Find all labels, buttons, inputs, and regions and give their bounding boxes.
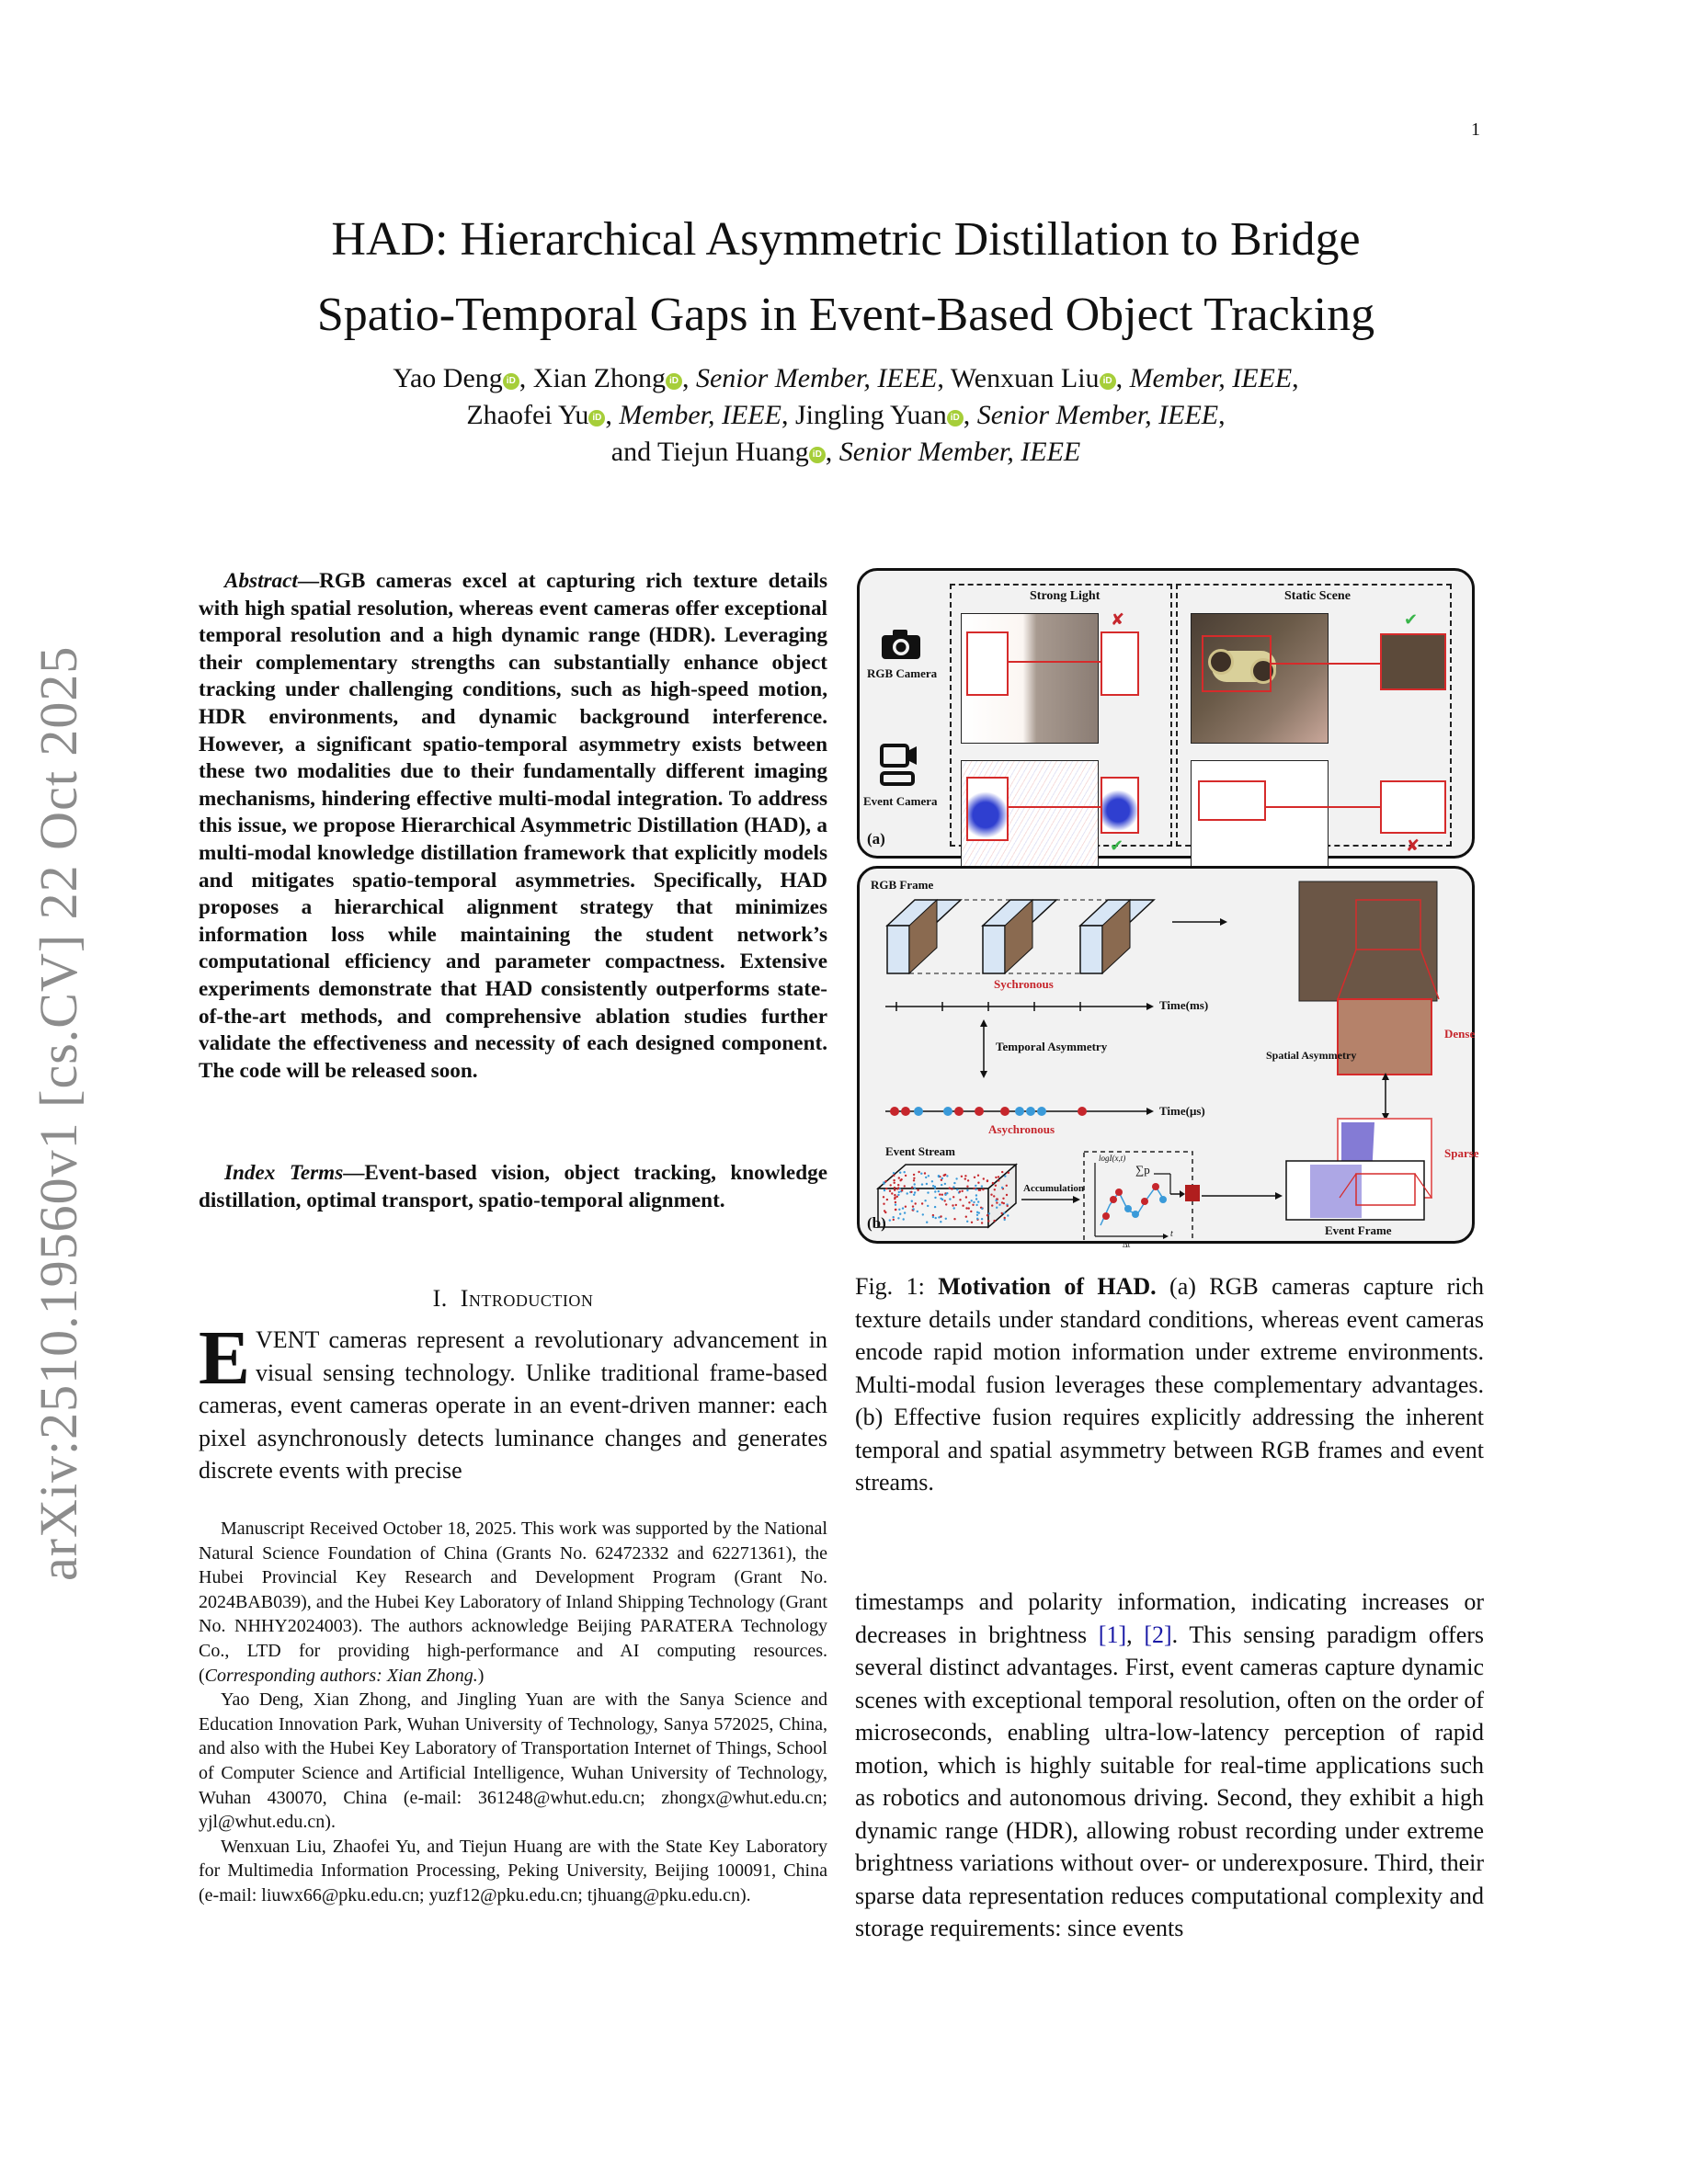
author-name: Jingling Yuan <box>794 400 947 430</box>
static-scene-label: Static Scene <box>1284 589 1351 603</box>
citation-1[interactable]: [1] <box>1098 1621 1127 1648</box>
page-number: 1 <box>1471 119 1480 140</box>
synchronous-label: Sychronous <box>994 977 1054 991</box>
author-name: Tiejun Huang <box>657 437 809 467</box>
camera-icon <box>880 628 922 661</box>
footnotes <box>199 1517 827 1908</box>
event-dot <box>1078 1107 1087 1116</box>
log-intensity-label: logI(x,t) <box>1099 1154 1126 1163</box>
t-axis-label: t <box>1170 1229 1173 1239</box>
caption-title: Motivation of HAD. <box>938 1273 1157 1300</box>
crop-box <box>1380 780 1446 834</box>
caption-text: (a) RGB cameras capture rich texture details under standard conditions, whereas event cameras encode rapid motion information under extreme environments. Multi-modal fusion leverages these complementary advantages. (b) Effective fusion requires explicitly addressing the inherent temporal and spatial asymmetry between RGB frames and event streams. <box>855 1273 1484 1496</box>
author-membership: Member, IEEE <box>619 400 781 430</box>
author-name: Xian Zhong <box>532 363 666 393</box>
target-box <box>1198 780 1266 821</box>
body-text: timestamps and polarity information, indicating increases or decreases in brightness <box>855 1588 1484 1648</box>
event-dot <box>1015 1107 1024 1116</box>
section-heading <box>199 1285 827 1313</box>
orcid-icon[interactable]: iD <box>809 447 826 463</box>
event-dot <box>954 1107 964 1116</box>
spatial-asymmetry-label: Spatial Asymmetry <box>1266 1049 1357 1062</box>
crop-box <box>1101 631 1139 696</box>
abstract-dash: — <box>297 569 320 593</box>
strong-light-label: Strong Light <box>1030 589 1101 603</box>
footnote-tail: ) <box>477 1665 485 1686</box>
target-box <box>966 777 1009 841</box>
drop-cap: E <box>199 1315 251 1401</box>
delta-t-label: Δt <box>1123 1240 1131 1249</box>
target-box <box>1202 635 1272 692</box>
time-ms-label: Time(ms) <box>1159 998 1209 1012</box>
video-camera-icon <box>880 744 920 790</box>
orcid-icon[interactable]: iD <box>666 373 682 390</box>
event-camera-label: Event Camera <box>863 794 938 808</box>
footnote-affiliation-pku: Wenxuan Liu, Zhaofei Yu, and Tiejun Huang are with the State Key Laboratory for Multimedia Information Processing, Peking University, Beijing 100091, China (e-mail: liuwx66@pku.edu.cn; yuzf12@pku.edu.cn; tjhuang@pku.edu.cn). <box>199 1836 827 1905</box>
footnote-affiliation-whut: Yao Deng, Xian Zhong, and Jingling Yuan are with the Sanya Science and Education Innovation Park, Wuhan University of Technology, Sanya 572025, China, and also with the Hubei Key Laboratory of Transportation Internet of Things, School of Computer Science and Artificial Intelligence, Wuhan University of Technology, Wuhan 430070, China (e-mail: 361248@whut.edu.cn; zhongx@whut.edu.cn; yjl@whut.edu.cn). <box>199 1689 827 1833</box>
index-terms <box>199 1160 827 1214</box>
connector-line <box>1007 661 1101 663</box>
crop-box <box>1101 777 1139 834</box>
author-membership: Member, IEEE <box>1129 363 1293 393</box>
abstract <box>199 568 827 1085</box>
event-frame-cell <box>1185 1185 1200 1201</box>
orcid-icon[interactable]: iD <box>947 410 964 427</box>
panel-b-diagram <box>860 869 1477 1241</box>
index-terms-text: Event-based vision, object tracking, knowledge distillation, optimal transport, spatio-temporal alignment. <box>199 1161 827 1212</box>
target-box <box>966 631 1009 696</box>
title-line-2: Spatio-Temporal Gaps in Event-Based Object Tracking <box>316 289 1375 341</box>
temporal-asymmetry-label: Temporal Asymmetry <box>996 1040 1108 1053</box>
sum-label: ∑p <box>1135 1163 1150 1177</box>
cross-icon: ✘ <box>1406 836 1420 856</box>
footnote-funding <box>199 1517 827 1688</box>
figure-panel-b <box>857 866 1479 1249</box>
figure-caption <box>855 1270 1484 1499</box>
index-terms-dash: — <box>343 1161 365 1185</box>
footnote-text: Manuscript Received October 18, 2025. This work was supported by the National Natural Science Foundation of China (Grants No. 62472332 and 62271361), the Hubei Provincial Key Research and Development Program (Grant No. 2024BAB039), and the Hubei Key Laboratory of Inland Shipping Technology (Grant No. NHHY2024003). The authors acknowledge Beijing PARATERA Technology Co., LTD for providing high-performance and AI computing resources. ( <box>199 1519 827 1686</box>
author-list: Yao Deng iD , Xian Zhong iD , Senior Member, IEEE, Wenxuan Liu iD , Member, IEEE, Zhaofei Yu iD , Member, IEEE, Jingling Yuan iD , Senior Member, IEEE, and Tiejun Huang iD , Senior Member, IEEE <box>393 363 1299 467</box>
intro-paragraph <box>199 1315 827 1487</box>
figure-panel-a <box>857 568 1475 859</box>
author-name: Zhaofei Yu <box>466 400 589 430</box>
arxiv-stamp: arXiv:2510.19560v1 [cs.CV] 22 Oct 2025 <box>29 645 88 1581</box>
connector-line <box>1007 806 1101 808</box>
sparse-label: Sparse <box>1444 1146 1479 1160</box>
connector-line <box>1264 806 1380 808</box>
connector-line <box>1270 663 1380 665</box>
body-text: , <box>1126 1621 1145 1648</box>
time-us-label: Time(μs) <box>1159 1104 1205 1118</box>
check-icon: ✔ <box>1404 610 1419 630</box>
body-text: . This sensing paradigm offers several distinct advantages. First, event cameras capture dynamic scenes with exceptional temporal resolution, often on the order of microseconds, enabling ultra-low-latency perception of rapid motion, which is highly suitable for real-time applications such as robotics and autonomous driving. Second, they exhibit a high dynamic range (HDR), allowing robust recording under extreme brightness variations without over- or underexposure. Third, their sparse data representation reduces computational complexity and storage requirements: since events <box>855 1621 1485 1941</box>
cross-icon: ✘ <box>1111 610 1125 630</box>
accumulation-label: Accumulation <box>1023 1183 1084 1194</box>
orcid-icon[interactable]: iD <box>588 410 605 427</box>
orcid-icon[interactable]: iD <box>1100 373 1116 390</box>
event-frame-label: Event Frame <box>1325 1223 1392 1237</box>
rgb-frame-stack <box>887 900 1154 973</box>
event-dot <box>901 1107 910 1116</box>
rgb-camera-label: RGB Camera <box>867 666 938 680</box>
intro-text: VENT cameras represent a revolutionary advancement in visual sensing technology. Unlike traditional frame-based cameras, event cameras operate in an event-driven manner: each pixel asynchronously detects luminance changes and generates discrete events with precise <box>199 1326 827 1484</box>
title-line-1: HAD: Hierarchical Asymmetric Distillation to Bridge <box>331 213 1361 266</box>
asynchronous-label: Asychronous <box>988 1122 1055 1136</box>
event-dot <box>1037 1107 1046 1116</box>
abstract-label: Abstract <box>224 569 298 593</box>
panel-a-label: (a) <box>867 830 885 847</box>
figure-1 <box>857 568 1479 1249</box>
caption-prefix: Fig. 1: <box>855 1273 939 1300</box>
event-dot <box>943 1107 952 1116</box>
dense-label: Dense <box>1444 1027 1476 1041</box>
event-stream-cube <box>878 1165 1016 1227</box>
corresponding-authors: Corresponding authors: Xian Zhong. <box>204 1665 478 1686</box>
crop-box <box>1380 633 1446 690</box>
event-dot <box>1000 1107 1009 1116</box>
citation-2[interactable]: [2] <box>1144 1621 1172 1648</box>
event-dot <box>890 1107 899 1116</box>
index-terms-label: Index Terms <box>224 1161 344 1185</box>
author-membership: Senior Member, IEEE <box>976 400 1219 430</box>
paper-title <box>221 202 1471 353</box>
orcid-icon[interactable]: iD <box>503 373 519 390</box>
author-conjunction: and <box>610 437 658 467</box>
author-name: Yao Deng <box>393 363 503 393</box>
body-paragraph-right <box>855 1586 1484 1945</box>
check-icon: ✔ <box>1110 836 1124 856</box>
author-membership: Senior Member, IEEE <box>838 437 1081 467</box>
panel-b-label: (b) <box>867 1214 886 1232</box>
event-dot <box>914 1107 923 1116</box>
event-dot <box>1026 1107 1035 1116</box>
event-dot <box>975 1107 984 1116</box>
rgb-frame-label: RGB Frame <box>871 878 934 892</box>
section-title: Introduction <box>460 1285 594 1312</box>
author-name: Wenxuan Liu <box>950 363 1100 393</box>
section-number: I. <box>432 1285 448 1312</box>
dense-crop <box>1338 999 1431 1075</box>
event-stream-label: Event Stream <box>885 1144 955 1158</box>
author-membership: Senior Member, IEEE <box>695 363 938 393</box>
abstract-text: RGB cameras excel at capturing rich texture details with high spatial resolution, whereas event cameras offer exceptional temporal resolution and a high dynamic range (HDR). Leveraging their complementary strengths can substantially enhance object tracking under challenging conditions, such as high-speed motion, HDR environments, and dynamic background interference. However, a significant spatio-temporal asymmetry exists between these two modalities due to their fundamentally different imaging mechanisms, hindering effective multi-modal integration. To address this issue, we propose Hierarchical Asymmetric Distillation (HAD), a multi-modal knowledge distillation framework that explicitly models and mitigates spatio-temporal asymmetries. Specifically, HAD proposes a hierarchical alignment strategy that minimizes information loss while maintaining the student network’s computational efficiency and parameter compactness. Extensive experiments demonstrate that HAD consistently outperforms state-of-the-art methods, and comprehensive ablation studies further validate the effectiveness and necessity of each designed component. The code will be released soon. <box>199 569 827 1083</box>
